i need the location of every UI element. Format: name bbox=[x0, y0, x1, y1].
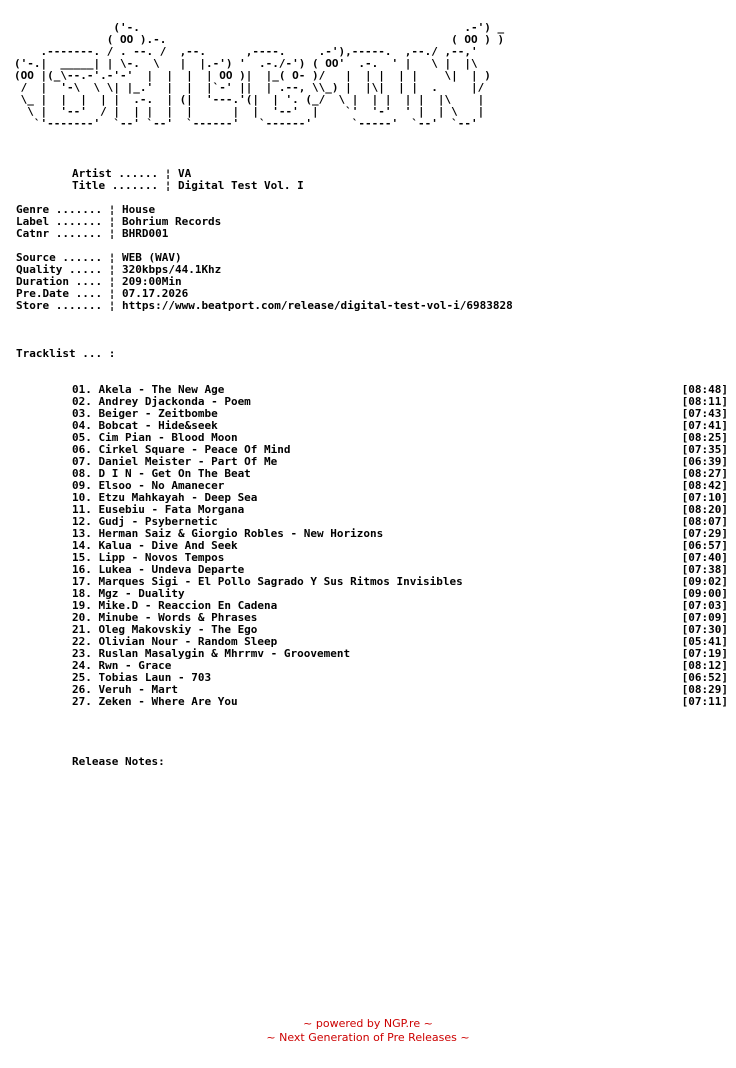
track-title: 18. Mgz - Duality bbox=[72, 587, 185, 600]
info-row bbox=[16, 180, 513, 192]
track-duration: [09:02] bbox=[681, 575, 728, 588]
track-title: 15. Lipp - Novos Tempos bbox=[72, 551, 225, 564]
track-title: 03. Beiger - Zeitbombe bbox=[72, 407, 218, 420]
info-separator: ¦ bbox=[108, 251, 116, 264]
track-duration: [06:39] bbox=[681, 455, 728, 468]
info-value: WEB (WAV) bbox=[121, 251, 182, 264]
info-separator: ¦ bbox=[164, 179, 172, 192]
track-title: 20. Minube - Words & Phrases bbox=[72, 611, 258, 624]
info-key: Duration .... bbox=[16, 275, 103, 288]
track-duration: [07:43] bbox=[681, 407, 728, 420]
track-title: 21. Oleg Makovskiy - The Ego bbox=[72, 623, 258, 636]
track-title: 06. Cirkel Square - Peace Of Mind bbox=[72, 443, 291, 456]
track-title: 02. Andrey Djackonda - Poem bbox=[72, 395, 251, 408]
info-separator: ¦ bbox=[108, 203, 116, 216]
info-separator: ¦ bbox=[164, 167, 172, 180]
track-title: 14. Kalua - Dive And Seek bbox=[72, 539, 238, 552]
tracklist bbox=[72, 384, 728, 708]
track-title: 23. Ruslan Masalygin & Mhrrmv - Groovement bbox=[72, 647, 351, 660]
release-notes-heading: Release Notes: bbox=[72, 755, 165, 768]
track-row bbox=[72, 696, 728, 708]
track-duration: [07:10] bbox=[681, 491, 728, 504]
info-key: Quality ..... bbox=[16, 263, 103, 276]
footer bbox=[0, 1017, 736, 1045]
track-title: 05. Cim Pian - Blood Moon bbox=[72, 431, 238, 444]
track-duration: [07:40] bbox=[681, 551, 728, 564]
info-value: Bohrium Records bbox=[121, 215, 222, 228]
info-separator: ¦ bbox=[108, 299, 116, 312]
track-title: 19. Mike.D - Reaccion En Cadena bbox=[72, 599, 278, 612]
track-title: 13. Herman Saiz & Giorgio Robles - New Horizons bbox=[72, 527, 384, 540]
info-separator: ¦ bbox=[108, 275, 116, 288]
track-title: 17. Marques Sigi - El Pollo Sagrado Y Sus Ritmos Invisibles bbox=[72, 575, 463, 588]
track-title: 09. Elsoo - No Amanecer bbox=[72, 479, 225, 492]
info-row bbox=[16, 300, 513, 312]
track-duration: [08:25] bbox=[681, 431, 728, 444]
track-duration: [08:29] bbox=[681, 683, 728, 696]
track-duration: [08:20] bbox=[681, 503, 728, 516]
info-separator: ¦ bbox=[108, 287, 116, 300]
track-title: 01. Akela - The New Age bbox=[72, 383, 225, 396]
info-value: House bbox=[121, 203, 156, 216]
track-title: 10. Etzu Mahkayah - Deep Sea bbox=[72, 491, 258, 504]
release-info bbox=[16, 168, 513, 312]
info-separator: ¦ bbox=[108, 263, 116, 276]
info-value: 320kbps/44.1Khz bbox=[121, 263, 222, 276]
track-title: 26. Veruh - Mart bbox=[72, 683, 178, 696]
track-duration: [08:11] bbox=[681, 395, 728, 408]
info-key: Store ....... bbox=[16, 299, 103, 312]
info-key: Pre.Date .... bbox=[16, 287, 103, 300]
track-duration: [08:07] bbox=[681, 515, 728, 528]
track-duration: [08:42] bbox=[681, 479, 728, 492]
track-title: 07. Daniel Meister - Part Of Me bbox=[72, 455, 278, 468]
info-value: https://www.beatport.com/release/digital-test-vol-i/6983828 bbox=[121, 299, 513, 312]
track-title: 12. Gudj - Psybernetic bbox=[72, 515, 218, 528]
info-separator: ¦ bbox=[108, 227, 116, 240]
track-duration: [07:35] bbox=[681, 443, 728, 456]
track-duration: [07:29] bbox=[681, 527, 728, 540]
info-value: VA bbox=[177, 167, 192, 180]
track-title: 11. Eusebiu - Fata Morgana bbox=[72, 503, 245, 516]
info-key: Catnr ....... bbox=[16, 227, 103, 240]
info-row bbox=[16, 228, 513, 240]
track-duration: [08:27] bbox=[681, 467, 728, 480]
track-duration: [09:00] bbox=[681, 587, 728, 600]
track-title: 08. D I N - Get On The Beat bbox=[72, 467, 251, 480]
footer-tagline: ~ Next Generation of Pre Releases ~ bbox=[266, 1031, 470, 1044]
info-value: Digital Test Vol. I bbox=[177, 179, 304, 192]
footer-powered-by: ~ powered by NGP.re ~ bbox=[303, 1017, 433, 1030]
track-duration: [07:19] bbox=[681, 647, 728, 660]
track-title: 04. Bobcat - Hide&seek bbox=[72, 419, 218, 432]
track-duration: [07:30] bbox=[681, 623, 728, 636]
info-key: Artist ...... bbox=[72, 167, 159, 180]
info-value: BHRD001 bbox=[121, 227, 169, 240]
track-duration: [07:11] bbox=[681, 695, 728, 708]
track-duration: [06:52] bbox=[681, 671, 728, 684]
track-duration: [07:03] bbox=[681, 599, 728, 612]
track-title: 16. Lukea - Undeva Departe bbox=[72, 563, 245, 576]
info-value: 209:00Min bbox=[121, 275, 182, 288]
track-duration: [08:48] bbox=[681, 383, 728, 396]
info-key: Source ...... bbox=[16, 251, 103, 264]
info-key: Genre ....... bbox=[16, 203, 103, 216]
info-key: Title ....... bbox=[72, 179, 159, 192]
info-separator: ¦ bbox=[108, 215, 116, 228]
track-title: 22. Olivian Nour - Random Sleep bbox=[72, 635, 278, 648]
ascii-logo: ('-. .-') _ ( OO ).-. ( OO ) ) .-------. / . --. / ,--. ,----. .-'),-----. ,--./ ,--,' ('-.| _____| | \-. \ | |.-') ' .-./-') ( OO' .-. ' | \ | |\ (OO |(_\--.-'.-'-' | | | | OO )| |_( O- )/ | | | | | \| | ) / | '-\ \ \| |_.' | | |`-' || | .--, \\_) | |\| | | . |/ \_ | | | | | .-. | (| '---.'(| | '. (_/ \ | | | | | |\ | \ | '--' / | | | | | | | '--' | `' '-' ' | | \ | `'-------' `--' `--' `------' `------' `-----' `--' `--' bbox=[14, 21, 505, 130]
track-title: 27. Zeken - Where Are You bbox=[72, 695, 238, 708]
track-duration: [07:41] bbox=[681, 419, 728, 432]
info-key: Label ....... bbox=[16, 215, 103, 228]
track-duration: [07:09] bbox=[681, 611, 728, 624]
track-duration: [05:41] bbox=[681, 635, 728, 648]
track-duration: [08:12] bbox=[681, 659, 728, 672]
track-title: 25. Tobias Laun - 703 bbox=[72, 671, 212, 684]
info-value: 07.17.2026 bbox=[121, 287, 189, 300]
track-duration: [07:38] bbox=[681, 563, 728, 576]
track-duration: [06:57] bbox=[681, 539, 728, 552]
tracklist-heading: Tracklist ... : bbox=[16, 347, 116, 360]
track-title: 24. Rwn - Grace bbox=[72, 659, 172, 672]
